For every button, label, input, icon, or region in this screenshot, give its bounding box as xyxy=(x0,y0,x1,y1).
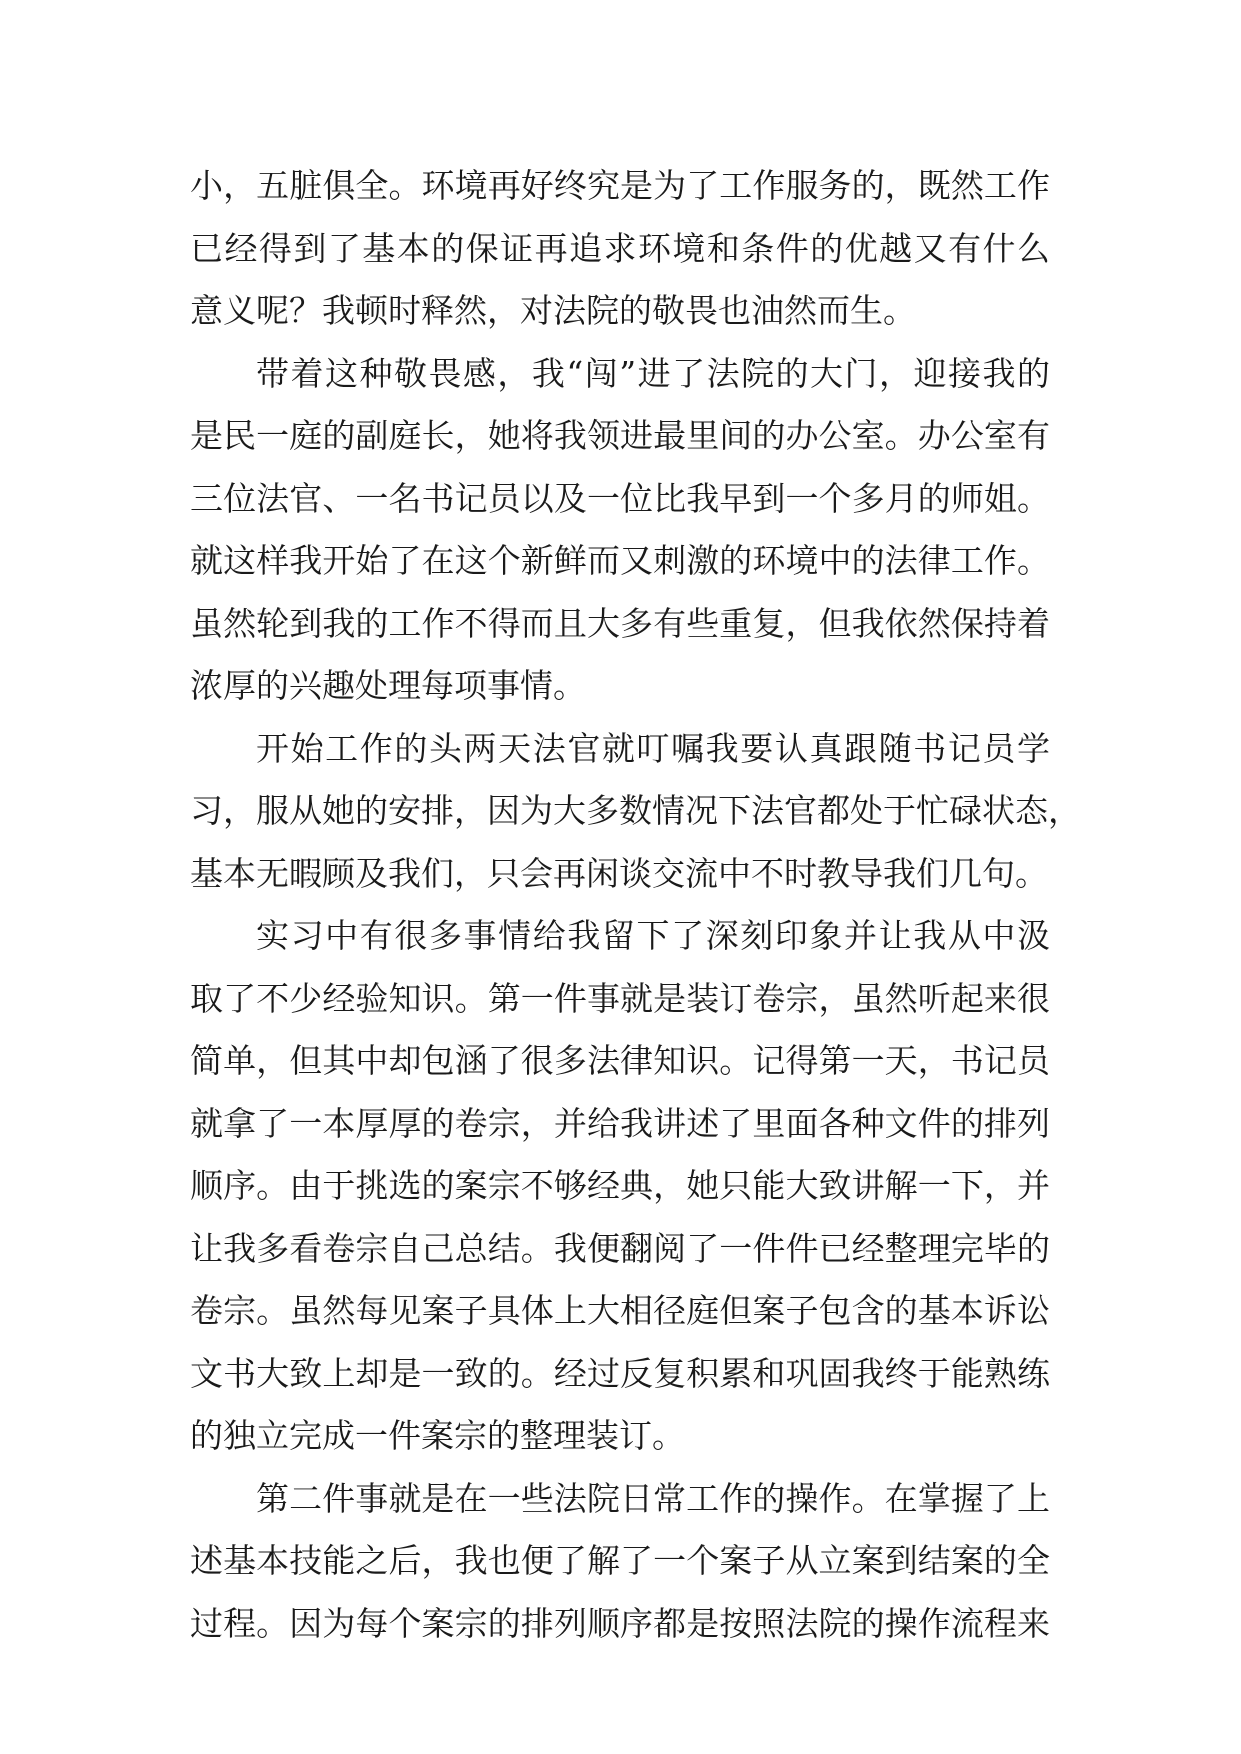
paragraph xyxy=(190,905,1050,1468)
text-line: 过程。因为每个案宗的排列顺序都是按照法院的操作流程来 xyxy=(190,1603,1050,1643)
paragraph xyxy=(190,343,1050,718)
text-line: 就拿了一本厚厚的卷宗，并给我讲述了里面各种文件的排列 xyxy=(190,1103,1050,1143)
text-line: 是民一庭的副庭长，她将我领进最里间的办公室。办公室有 xyxy=(190,416,1050,455)
text-line: 取了不少经验知识。第一件事就是装订卷宗，虽然听起来很 xyxy=(190,978,1050,1018)
text-line: 让我多看卷宗自己总结。我便翻阅了一件件已经整理完毕的 xyxy=(190,1228,1050,1268)
text-line: 第二件事就是在一些法院日常工作的操作。在掌握了上 xyxy=(256,1478,1050,1518)
paragraph xyxy=(190,718,1081,906)
paragraph xyxy=(190,1468,1050,1656)
text-line: 文书大致上却是一致的。经过反复积累和巩固我终于能熟练 xyxy=(190,1353,1050,1393)
text-line: 小，五脏俱全。环境再好终究是为了工作服务的，既然工作 xyxy=(190,166,1050,205)
text-line: 已经得到了基本的保证再追求环境和条件的优越又有什么 xyxy=(190,228,1050,268)
text-line: 开始工作的头两天法官就叮嘱我要认真跟随书记员学 xyxy=(256,728,1050,768)
text-line: 顺序。由于挑选的案宗不够经典，她只能大致讲解一下，并 xyxy=(190,1166,1050,1205)
text-line: 基本无暇顾及我们，只会再闲谈交流中不时教导我们几句。 xyxy=(190,853,1048,893)
text-line: 习，服从她的安排，因为大多数情况下法官都处于忙碌状态， xyxy=(190,791,1081,830)
text-line: 三位法官、一名书记员以及一位比我早到一个多月的师姐。 xyxy=(190,478,1050,518)
text-line: 浓厚的兴趣处理每项事情。 xyxy=(190,666,586,705)
paragraph xyxy=(190,155,1050,343)
text-line: 述基本技能之后，我也便了解了一个案子从立案到结案的全 xyxy=(190,1541,1050,1580)
text-line: 简单，但其中却包涵了很多法律知识。记得第一天，书记员 xyxy=(190,1041,1050,1080)
text-line: 虽然轮到我的工作不得而且大多有些重复，但我依然保持着 xyxy=(190,603,1050,643)
text-line: 卷宗。虽然每见案子具体上大相径庭但案子包含的基本诉讼 xyxy=(190,1291,1050,1330)
text-line: 的独立完成一件案宗的整理装订。 xyxy=(190,1416,685,1455)
text-line: 就这样我开始了在这个新鲜而又刺激的环境中的法律工作。 xyxy=(190,541,1050,580)
document-body xyxy=(190,155,1081,1655)
text-line: 带着这种敬畏感，我“闯”进了法院的大门，迎接我的 xyxy=(256,353,1050,393)
text-line: 实习中有很多事情给我留下了深刻印象并让我从中汲 xyxy=(256,916,1050,955)
text-line: 意义呢？我顿时释然，对法院的敬畏也油然而生。 xyxy=(190,291,916,330)
